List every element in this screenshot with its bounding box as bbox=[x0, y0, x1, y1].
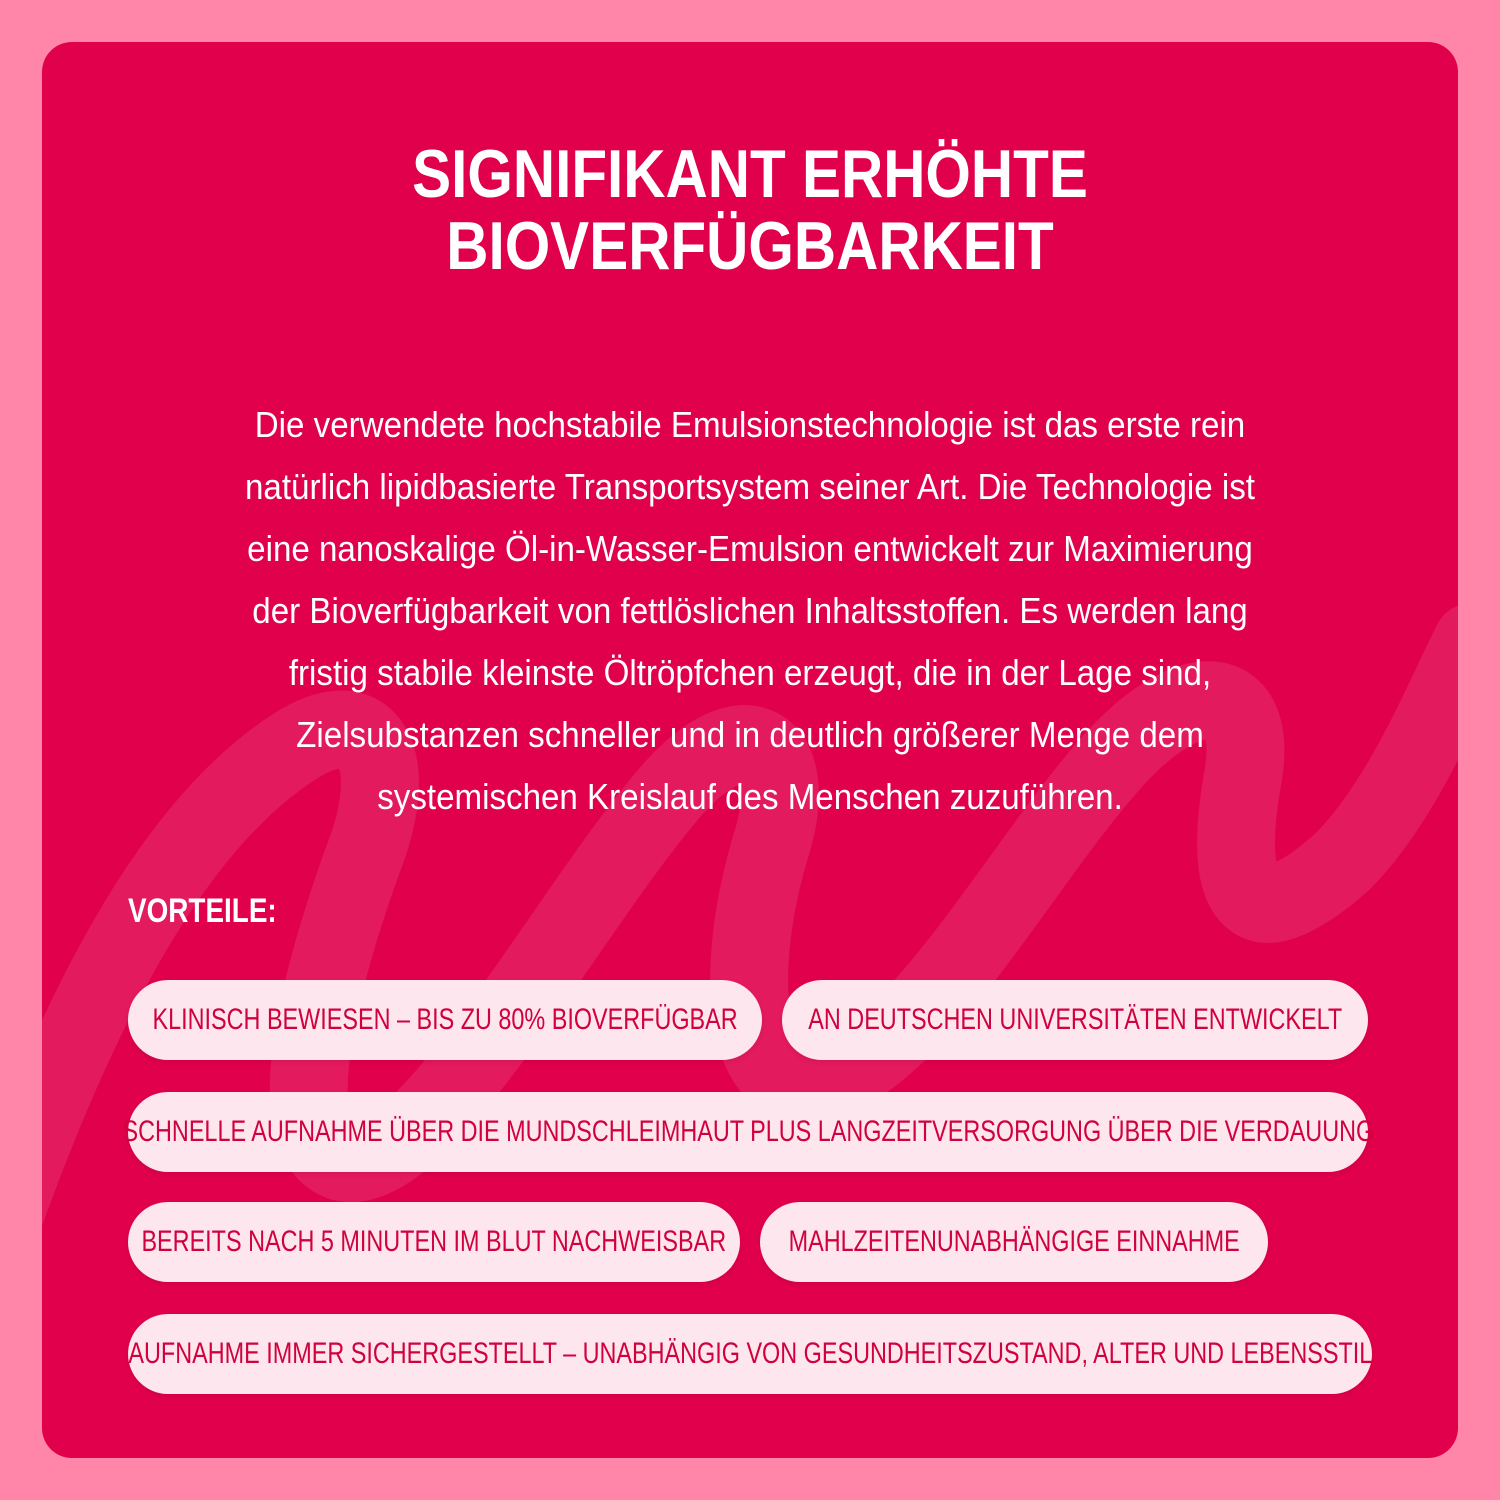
advantage-pill-label: AN DEUTSCHEN UNIVERSITÄTEN ENTWICKELT bbox=[808, 1003, 1342, 1036]
advantage-pill-meal-independent bbox=[760, 1202, 1268, 1282]
advantage-pill-label: SCHNELLE AUFNAHME ÜBER DIE MUNDSCHLEIMHAUT PLUS LANGZEITVERSORGUNG ÜBER DIE VERDAUUNG bbox=[122, 1115, 1374, 1148]
advantage-pill-label: KLINISCH BEWIESEN – BIS ZU 80% BIOVERFÜGBAR bbox=[152, 1003, 738, 1036]
advantage-pill-fast-absorption bbox=[122, 1092, 1374, 1172]
title-line-1: SIGNIFIKANT ERHÖHTE bbox=[412, 136, 1088, 212]
description-line: der Bioverfügbarkeit von fettlöslichen Inhaltsstoffen. Es werden lang bbox=[252, 590, 1248, 631]
advantage-pill-always-ensured bbox=[128, 1314, 1372, 1394]
description-line: natürlich lipidbasierte Transportsystem seiner Art. Die Technologie ist bbox=[244, 466, 1256, 507]
description-line: systemischen Kreislauf des Menschen zuzuführen. bbox=[377, 776, 1123, 817]
description-line: Zielsubstanzen schneller und in deutlich größerer Menge dem bbox=[296, 714, 1204, 755]
description-paragraph bbox=[154, 394, 1346, 828]
advantage-pill-five-minutes bbox=[128, 1202, 740, 1282]
description-line: fristig stabile kleinste Öltröpfchen erzeugt, die in der Lage sind, bbox=[288, 652, 1212, 693]
content-card bbox=[42, 42, 1458, 1458]
title-line-2: BIOVERFÜGBARKEIT bbox=[446, 208, 1054, 284]
page-title bbox=[141, 138, 1359, 282]
advantage-pill-clinically-proven bbox=[128, 980, 762, 1060]
advantage-pill-german-universities bbox=[782, 980, 1368, 1060]
advantage-pill-label: MAHLZEITENUNABHÄNGIGE EINNAHME bbox=[788, 1225, 1240, 1258]
description-line: Die verwendete hochstabile Emulsionstechnologie ist das erste rein bbox=[254, 404, 1246, 445]
advantage-pill-label: AUFNAHME IMMER SICHERGESTELLT – UNABHÄNGIG VON GESUNDHEITSZUSTAND, ALTER UND LEBENSSTIL bbox=[128, 1337, 1372, 1370]
advantage-pill-label: BEREITS NACH 5 MINUTEN IM BLUT NACHWEISBAR bbox=[141, 1225, 727, 1258]
description-line: eine nanoskalige Öl-in-Wasser-Emulsion entwickelt zur Maximierung bbox=[247, 528, 1253, 569]
advantages-heading: VORTEILE: bbox=[128, 892, 277, 930]
